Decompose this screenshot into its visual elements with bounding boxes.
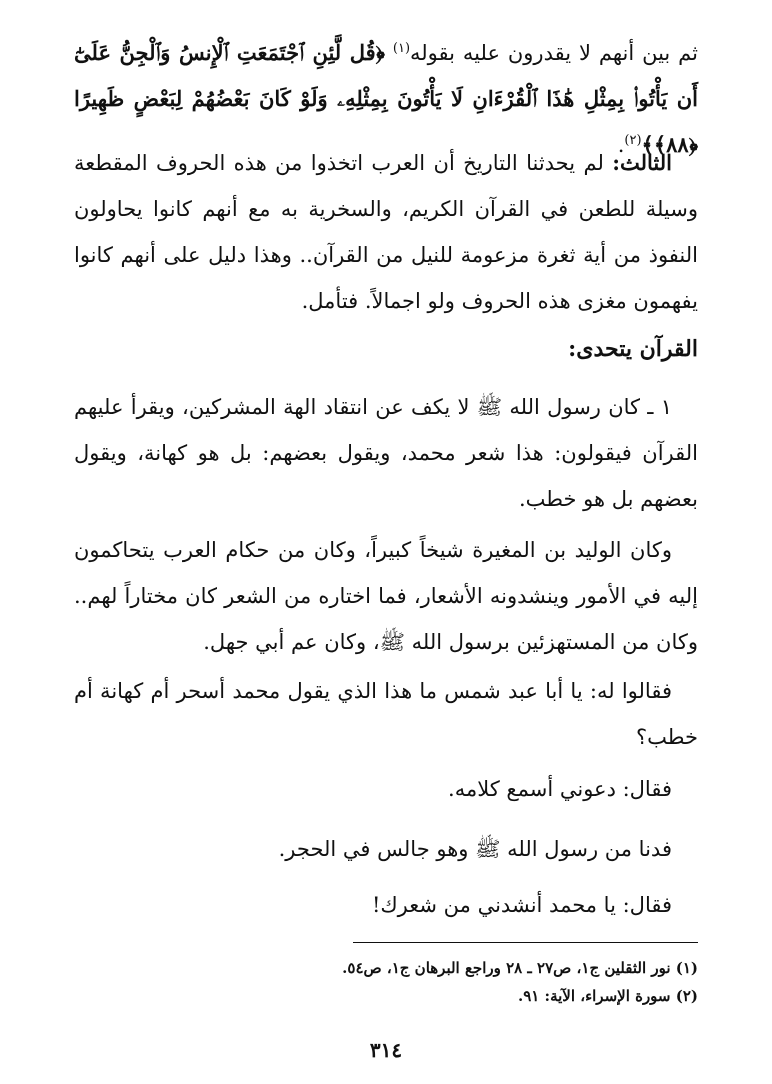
page-number: ٣١٤ xyxy=(369,1038,403,1062)
intro-text: ثم بين أنهم لا يقدرون عليه بقوله xyxy=(410,41,698,65)
footnote-1: (١) نور الثقلين ج١، ص٢٧ ـ ٢٨ وراجع البرهان ج١، ص٥٤. xyxy=(342,959,698,977)
paragraph-3: فقالوا له: يا أبا عبد شمس ما هذا الذي يقول محمد أسحر أم كهانة أم خطب؟ xyxy=(74,679,698,749)
paragraph-6: فقال: يا محمد أنشدني من شعرك! xyxy=(371,893,672,917)
third-point-text: لم يحدثنا التاريخ أن العرب اتخذوا من هذه الحروف المقطعة وسيلة للطعن في القرآن الكريم، والسخرية به مع أنهم كانوا يحاولون النفوذ من أية ثغرة مزعومة للنيل من القرآن.. وهذا دليل على أنهم كانوا يفهمون مغزى هذه الحروف ولو اجمالاً. فتأمل. xyxy=(74,151,698,313)
footnote-ref-2: (٢) xyxy=(624,133,642,148)
paragraph-1: ١ ـ كان رسول الله ﷺ لا يكف عن انتقاد الهة المشركين، ويقرأ عليهم القرآن فيقولون: هذا شعر محمد، ويقول بعضهم: بل هو كهانة، ويقول بعضهم بل هو خطب. xyxy=(74,395,698,511)
footnote-divider xyxy=(353,942,698,943)
paragraph-2: وكان الوليد بن المغيرة شيخاً كبيراً، وكان من حكام العرب يتحاكمون إليه في الأمور وينشدونه الأشعار، فما اختاره من الشعر كان مختاراً لهم.. وكان من المستهزئين برسول الله ﷺ، وكان عم أبي جهل. xyxy=(74,538,698,654)
paragraph-4: فقال: دعوني أسمع كلامه. xyxy=(448,777,672,801)
paragraph-5: فدنا من رسول الله ﷺ وهو جالس في الحجر. xyxy=(278,837,672,861)
intro-end: . xyxy=(617,133,625,157)
section-heading: القرآن يتحدى: xyxy=(568,336,698,362)
footnote-ref-1: (١) xyxy=(392,41,411,56)
quran-verse: ﴿قُل لَّئِنِ ٱجْتَمَعَتِ ٱلْإِنسُ وَٱلْجِنُّ عَلَىٰٓ أَن يَأْتُوا۟ بِمِثْلِ هَٰذَا ٱلْقُرْءَانِ لَا يَأْتُونَ بِمِثْلِهِۦ وَلَوْ كَانَ بَعْضُهُمْ لِبَعْضٍ ظَهِيرًا ﴿٨٨﴾﴾ xyxy=(74,40,698,157)
footnote-2: (٢) سورة الإسراء، الآية: ٩١. xyxy=(517,987,698,1005)
third-point-lead: الثالث: xyxy=(612,150,672,175)
third-point-paragraph xyxy=(74,140,698,324)
